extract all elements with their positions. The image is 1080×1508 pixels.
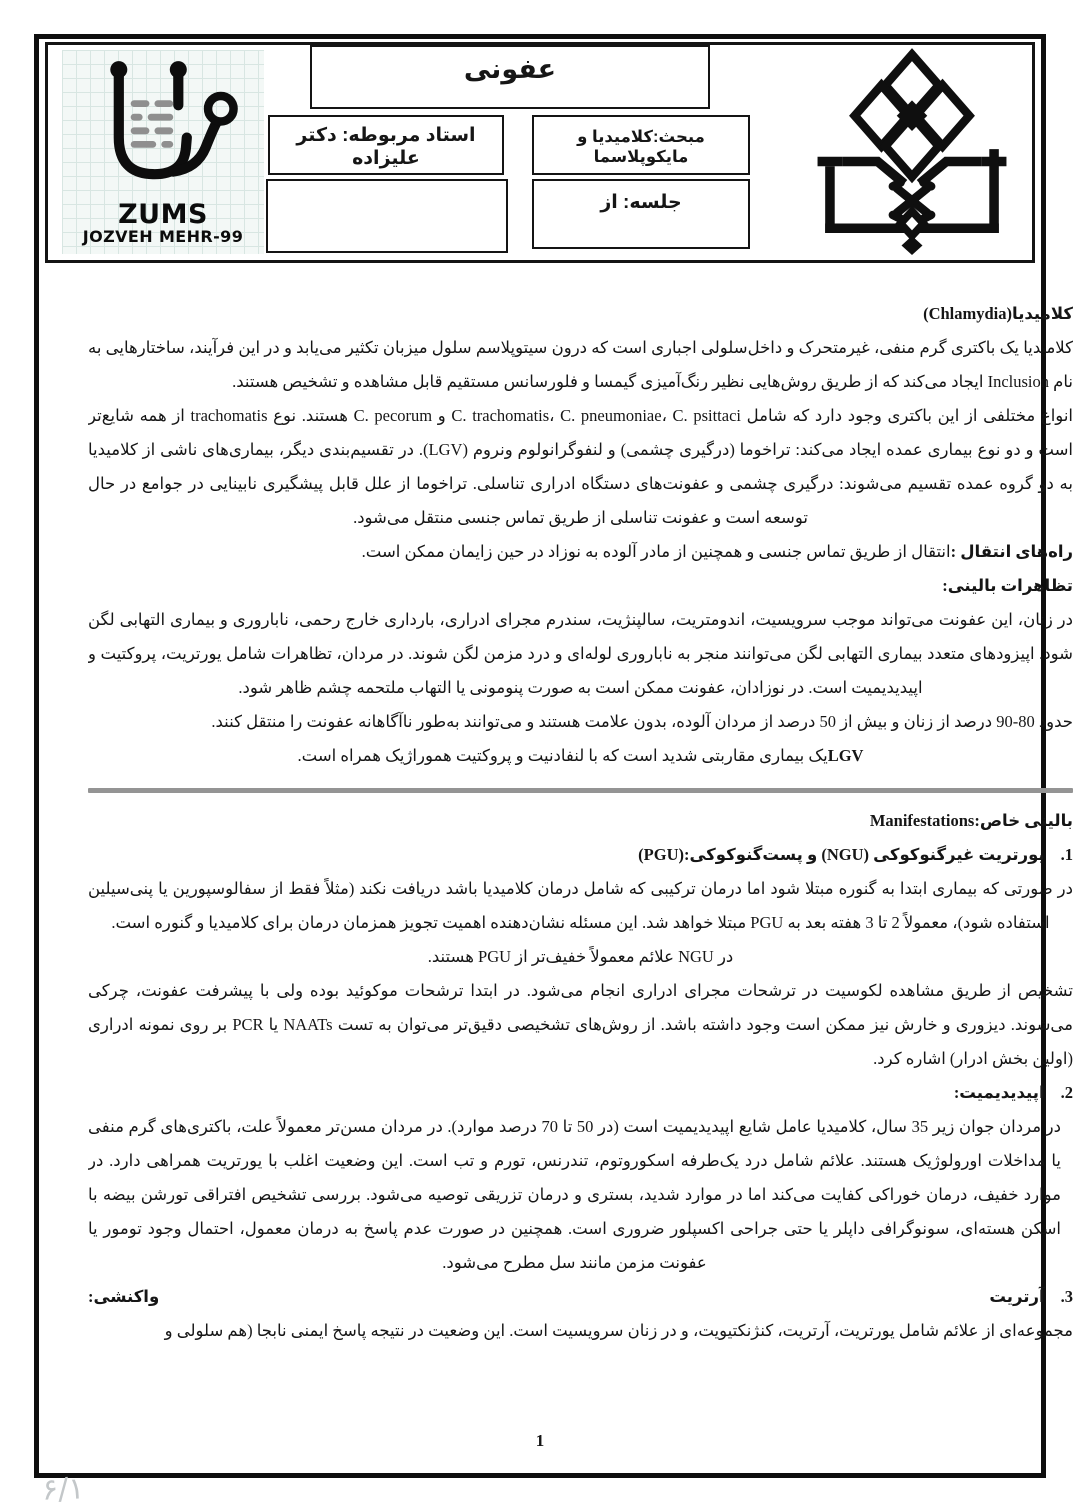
chlamydia-paragraph-1: کلامیدیا یک باکتری گرم منفی، غیرمتحرک و داخل‌سلولی اجباری است که درون سیتوپلاسم سلول میزبان تکثیر می‌یابد و در این فرآیند، ساختارهایی به نام Inclusion ایجاد می‌کند که از طریق روش‌هایی نظیر رنگ‌آمیزی گیمسا و فلورسانس مستقیم قابل مشاهده و تشخیص هستند. <box>88 338 1073 391</box>
zums-logo-subtitle: JOZVEH MEHR-99 <box>82 227 244 247</box>
list-item-3-paragraph-1: مجموعه‌ای از علائم شامل یورتریت، آرتریت، کنژنکتیویت، و در زنان سرویسیت است. این وضعیت در نتیجه پاسخ ایمنی نابجا (هم سلولی و <box>164 1321 1073 1340</box>
list-item-1-title-text: یورتریت غیرگنوکوکی (NGU) و پست‌گنوکوکی:(PGU) <box>638 845 1045 864</box>
chlamydia-heading: کلامیدیا(Chlamydia) <box>923 304 1073 323</box>
document-lines-icon <box>131 100 174 148</box>
lgv-label: LGV <box>827 746 864 765</box>
zums-logo-name: ZUMS <box>118 198 208 230</box>
session-label: جلسه: از <box>600 192 682 213</box>
transmission-label: راه‌های انتقال : <box>950 542 1073 561</box>
clinical-paragraph-2: حدود 80-90 درصد از زنان و بیش از 50 درصد از مردان آلوده، بدون علامت هستند و می‌توانند به‌طور ناآگاهانه عفونت را منتقل کنند. <box>211 712 1073 731</box>
course-title-box <box>310 45 710 109</box>
instructor-box <box>268 115 504 175</box>
topic-label: مبحث:کلامیدیا و مایکوپلاسما <box>577 128 705 166</box>
manifestations-heading-fa: بالینی خاص: <box>974 811 1073 830</box>
manifestations-heading <box>88 804 1073 838</box>
stethoscope-icon <box>78 181 248 198</box>
transmission-line <box>88 535 1073 569</box>
course-title: عفونی <box>463 54 557 84</box>
list-item-3-title <box>88 1280 1073 1314</box>
clinical-paragraph-1: در زنان، این عفونت می‌تواند موجب سرویسیت، اندومتریت، سالپنژیت، سندرم مجرای ادراری، بارداری خارج رحمی، ناباروری و بیماری التهابی لگن شود. اپیزودهای متعدد بیماری التهابی لگن می‌توانند منجر به ناباروری لوله‌ای و درد مزمن لگن شوند. در مردان، تظاهرات شامل یورتریت، پروکتیت و اپیدیدیمیت است. در نوزادان، عفونت ممکن است به صورت پنومونی یا التهاب ملتحمه چشم ظاهر شود. <box>88 610 1073 697</box>
zums-logo-text <box>62 198 264 247</box>
chlamydia-paragraph-2: انواع مختلفی از این باکتری وجود دارد که شامل C. trachomatis، C. pneumoniae، C. psittaci و C. pecorum هستند. نوع trachomatis از همه شایع‌تر است و دو نوع بیماری عمده ایجاد می‌کند: تراخوما (درگیری چشمی) و لنفوگرانولوم ونروم (LGV). در تقسیم‌بندی دیگر، بیماری‌های ناشی از کلامیدیا به دو گروه عمده تقسیم می‌شوند: درگیری چشمی و عفونت‌های دستگاه ادراری تناسلی. تراخوما از علل قابل پیشگیری نابینایی در جوامع در حال توسعه است و عفونت تناسلی از طریق تماس جنسی منتقل می‌شود. <box>88 406 1073 527</box>
empty-header-box <box>266 179 508 253</box>
clinical-heading: تظاهرات بالینی: <box>942 576 1073 595</box>
page-frame <box>34 34 1073 1478</box>
list-item-2-title <box>88 1076 1073 1110</box>
lgv-text: یک بیماری مقاربتی شدید است که با لنفادنیت و پروکتیت هموراژیک همراه است. <box>297 746 828 765</box>
session-box <box>532 179 750 249</box>
topic-box <box>532 115 750 175</box>
instructor-label: استاد مربوطه: دکتر علیزاده <box>296 125 476 169</box>
header <box>45 42 1035 263</box>
list-item-1-paragraph-3: تشخیص از طریق مشاهده لکوسیت در ترشحات مجرای ادراری انجام می‌شود. در ابتدا ترشحات موکوئید بوده ولی با پیشرفت عفونت، چرکی می‌شوند. دیزوری و خارش نیز ممکن است وجود داشته باشد. از روش‌های تشخیصی دقیق‌تر می‌توان به تست NAATs یا PCR بر روی نمونه ادراری (اولین بخش ادرار) اشاره کرد. <box>88 981 1073 1068</box>
page-number: 1 <box>535 1431 545 1450</box>
list-item-2-paragraph-1: در مردان جوان زیر 35 سال، کلامیدیا عامل شایع اپیدیدیمیت است (در 50 تا 70 درصد موارد). در مردان مسن‌تر معمولاً علت، باکتری‌های گرم منفی یا مداخلات اورولوژیک هستند. علائم شامل درد یک‌طرفه اسکوروتوم، تندرنس، تورم و تب است. این وضعیت اغلب با یورتریت همراهی دارد. در موارد خفیف، درمان خوراکی کفایت می‌کند اما در موارد شدید، بستری و درمان تزریقی توصیه می‌شود. بررسی تشخیص افتراقی تورشن بیضه با اسکن هسته‌ای، سونوگرافی داپلر یا حتی جراحی اکسپلور ضروری است. همچنین در صورت عدم پاسخ به درمان معمول، احتمال وجود تومور یا عفونت مزمن مانند سل مطرح می‌شود. <box>88 1117 1061 1272</box>
corner-page-mark: ۶/۱ <box>41 1471 85 1508</box>
university-emblem-icon <box>814 47 1010 255</box>
list-item-1-paragraph-2: در NGU علائم معمولاً خفیف‌تر از PGU هستند. <box>427 947 734 966</box>
list-item-1-paragraph-1: در صورتی که بیماری ابتدا به گنوره مبتلا شود اما درمان ترکیبی که شامل درمان کلامیدیا باشد دریافت نکند (مثلاً فقط از سفالوسپورین یا پنی‌سیلین استفاده شود)، معمولاً 2 تا 3 هفته بعد به PGU مبتلا خواهد شد. این مسئله نشان‌دهنده اهمیت تجویز همزمان درمان برای کلامیدیا و گنوره است. <box>88 879 1073 932</box>
list-item-1-title <box>88 838 1073 872</box>
transmission-text: انتقال از طریق تماس جنسی و همچنین از مادر آلوده به نوزاد در حین زایمان ممکن است. <box>361 542 951 561</box>
document-body <box>88 297 1073 1457</box>
manifestations-heading-en: Manifestations <box>869 811 975 830</box>
list-item-3-title-left: واکنشی: <box>88 1287 160 1306</box>
list-item-2-number: 2. <box>1060 1083 1073 1102</box>
list-item-3-title-text: آرتریت <box>989 1287 1045 1306</box>
list-item-1-number: 1. <box>1060 845 1073 864</box>
list-item-3-number: 3. <box>1060 1287 1073 1306</box>
list-item-3-title-right <box>989 1280 1073 1314</box>
list-item-2-title-text: اپیدیدیمیت: <box>953 1083 1045 1102</box>
zums-logo <box>62 50 264 254</box>
section-divider <box>88 788 1073 793</box>
lgv-line <box>88 739 1073 773</box>
